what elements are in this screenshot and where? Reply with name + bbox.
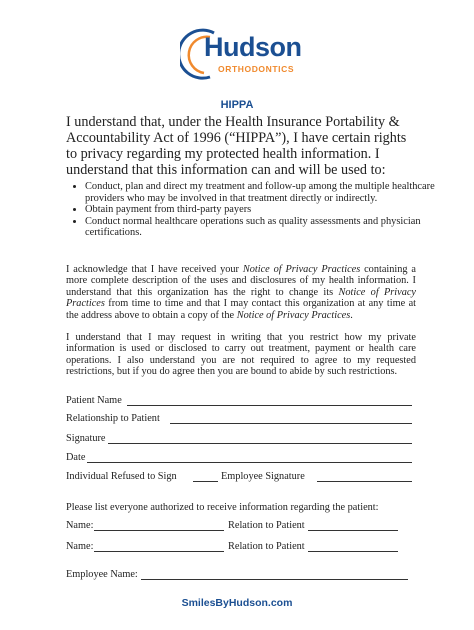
para-text: containing a more complete description of the uses and disclosures of my health information. I understand that this organization has the right to change its (66, 264, 416, 298)
para-text: I acknowledge that I have received your (66, 264, 243, 275)
date-label: Date (66, 452, 86, 463)
patient-name-label: Patient Name (66, 395, 122, 406)
authorized-name-field-1[interactable] (94, 530, 224, 531)
use-list (66, 181, 435, 239)
authorized-name-field-2[interactable] (94, 551, 224, 552)
signature-field[interactable] (108, 443, 412, 444)
employee-signature-label: Employee Signature (221, 471, 305, 482)
employee-name-field[interactable] (141, 579, 408, 580)
signature-label: Signature (66, 433, 106, 444)
intro-text: I understand that, under the Health Insurance Portability & Accountability Act of 1996 (“HIPPA”), I have certain rights to privacy regarding my protected health information. I understand that this information can and will be used to: (66, 114, 407, 178)
date-field[interactable] (87, 462, 412, 463)
page-title: HIPPA (220, 99, 254, 111)
notice-title: Notice of Privacy Practices (66, 286, 416, 310)
relationship-label: Relationship to Patient (66, 413, 160, 424)
refused-field[interactable] (193, 481, 218, 482)
refused-label: Individual Refused to Sign (66, 471, 177, 482)
restriction-paragraph: I understand that I may request in writing that you restrict how my private information is used or disclosed to carry out treatment, payment or health care operations. I also understand you are not required to agree to my requested restrictions, but if you do agree then you are bound to abide by such restrictions. (66, 332, 416, 378)
logo-subtitle: ORTHODONTICS (218, 64, 295, 74)
authorized-name-label-2: Name: (66, 541, 94, 552)
patient-name-field[interactable] (127, 405, 412, 406)
list-item: • Obtain payment from third-party payers (85, 204, 435, 216)
employee-signature-field[interactable] (317, 481, 412, 482)
authorized-relation-field-1[interactable] (308, 530, 398, 531)
employee-name-label: Employee Name: (66, 569, 138, 580)
authorized-name-label-1: Name: (66, 520, 94, 531)
logo-wordmark: Hudson (204, 32, 302, 62)
para-text: . (350, 309, 353, 321)
acknowledge-paragraph (66, 264, 416, 321)
list-item: • Conduct, plan and direct my treatment and follow-up among the multiple healthcare providers who may be involved in that treatment directly or indirectly. (85, 181, 435, 204)
relationship-field[interactable] (170, 423, 412, 424)
notice-title: Notice of Privacy Practices (242, 264, 361, 275)
list-item: • Conduct normal healthcare operations such as quality assessments and physician certifications. (85, 216, 435, 239)
authorized-prompt: Please list everyone authorized to receive information regarding the patient: (66, 502, 379, 513)
authorized-relation-label-2: Relation to Patient (228, 541, 305, 552)
authorized-relation-field-2[interactable] (308, 551, 398, 552)
authorized-relation-label-1: Relation to Patient (228, 520, 305, 531)
para-text: from time to time and that I may contact this organization at any time at the address above to obtain a copy of the (66, 298, 416, 321)
notice-title: Notice of Privacy Practices (236, 309, 351, 321)
hudson-logo (180, 27, 300, 85)
footer-website: SmilesByHudson.com (181, 597, 293, 609)
